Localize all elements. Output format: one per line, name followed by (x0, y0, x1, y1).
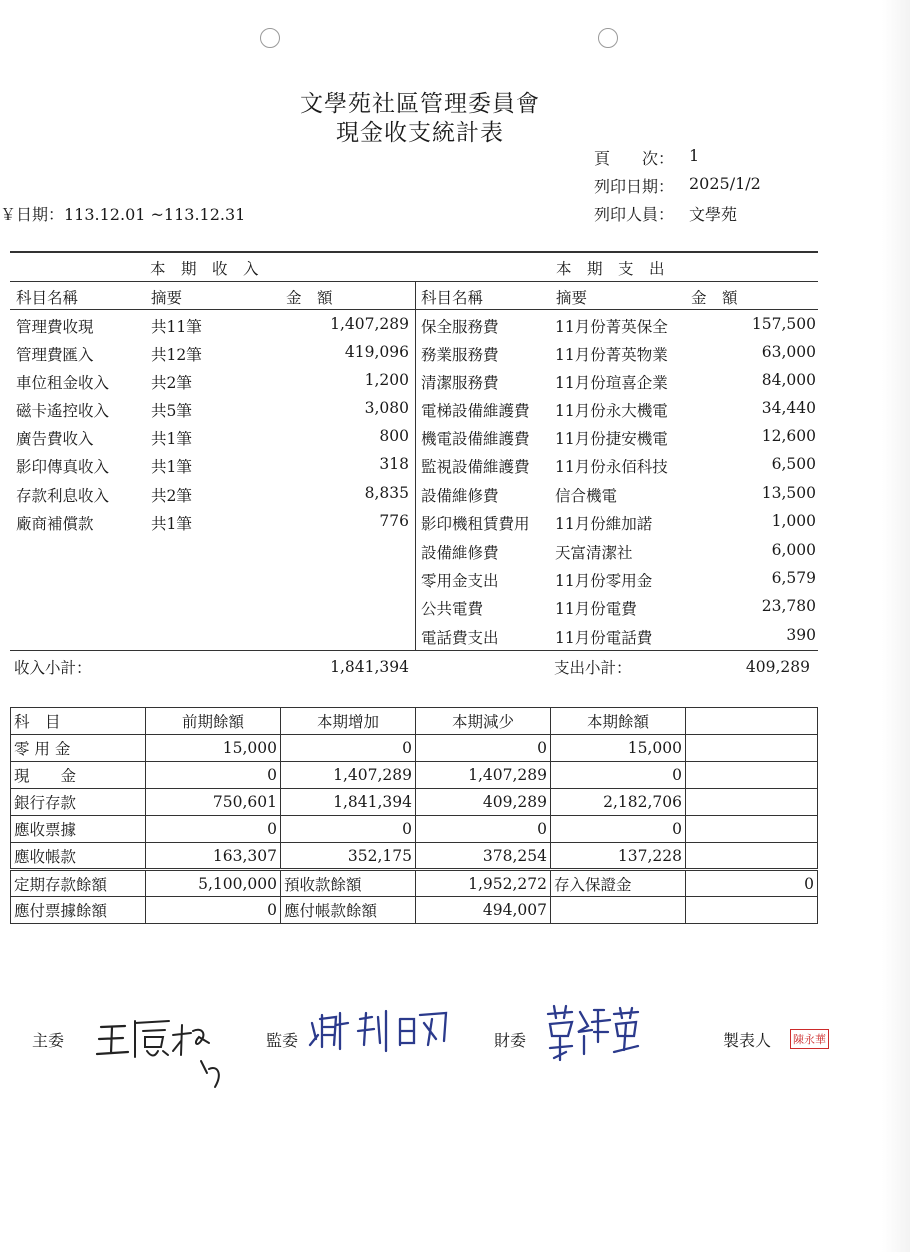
income-summary: 共2筆 (151, 374, 192, 392)
balance-increase: 0 (281, 735, 416, 762)
page-number-value: 1 (689, 146, 700, 165)
income-amount: 419,096 (344, 343, 409, 361)
expense-account: 務業服務費 (421, 346, 499, 364)
expense-amount: 23,780 (761, 597, 816, 615)
income-account: 廣告費收入 (16, 430, 94, 448)
balance-extra-row (11, 897, 818, 924)
income-expense-divider (415, 282, 416, 651)
balance-prev: 0 (146, 762, 281, 789)
expense-subtotal-label: 支出小計： (554, 659, 632, 677)
treasurer-signature (544, 1002, 644, 1066)
security-deposit-value: 0 (686, 870, 818, 897)
expense-subtotal-value: 409,289 (745, 658, 810, 676)
balance-decrease: 0 (416, 735, 551, 762)
balance-row (11, 762, 818, 789)
print-date-value: 2025/1/2 (689, 174, 761, 193)
balance-blank (686, 789, 818, 816)
expense-summary: 11月份永大機電 (555, 402, 668, 420)
balance-col-increase: 本期增加 (281, 708, 416, 735)
balance-prev: 15,000 (146, 735, 281, 762)
preparer-seal-stamp: 陳永華 (790, 1029, 829, 1049)
supervisor-signature (306, 1005, 466, 1055)
balance-current: 15,000 (551, 735, 686, 762)
report-period: ￥日期：113.12.01 ~113.12.31 (0, 205, 246, 224)
income-summary: 共11筆 (151, 318, 202, 336)
security-deposit-label: 存入保證金 (551, 870, 686, 897)
expense-col-account: 科目名稱 (421, 289, 484, 307)
income-amount: 1,407,289 (330, 315, 409, 333)
balance-current: 0 (551, 762, 686, 789)
expense-summary: 11月份電費 (555, 600, 637, 618)
income-amount: 318 (379, 455, 409, 473)
expense-summary: 11月份捷安機電 (555, 430, 668, 448)
expense-account: 電梯設備維護費 (421, 402, 530, 420)
income-account: 存款利息收入 (16, 487, 110, 505)
expense-summary: 11月份零用金 (555, 572, 653, 590)
notes-payable-label: 應付票據餘額 (11, 897, 146, 924)
balance-blank (686, 762, 818, 789)
expense-account: 影印機租賃費用 (421, 515, 530, 533)
accounts-payable-value: 494,007 (416, 897, 551, 924)
balance-current: 137,228 (551, 843, 686, 870)
balance-row (11, 789, 818, 816)
extra-blank-label (551, 897, 686, 924)
expense-amount: 1,000 (771, 512, 816, 530)
expense-account: 公共電費 (421, 600, 484, 618)
supervisor-label: 監委 (266, 1031, 299, 1050)
balance-row (11, 843, 818, 870)
balance-col-prev: 前期餘額 (146, 708, 281, 735)
expense-amount: 157,500 (751, 315, 816, 333)
preparer-label: 製表人 (723, 1031, 772, 1050)
balance-prev: 750,601 (146, 789, 281, 816)
balance-extra-row (11, 870, 818, 897)
balance-item: 應收票據 (11, 816, 146, 843)
expense-account: 設備維修費 (421, 544, 499, 562)
print-date-label: 列印日期： (594, 177, 675, 196)
expense-account: 設備維修費 (421, 487, 499, 505)
expense-account: 監視設備維護費 (421, 458, 530, 476)
income-account: 管理費匯入 (16, 346, 94, 364)
balance-item: 銀行存款 (11, 789, 146, 816)
balance-increase: 1,407,289 (281, 762, 416, 789)
expense-col-amount: 金 額 (691, 289, 738, 307)
income-summary: 共1筆 (151, 458, 192, 476)
balance-decrease: 1,407,289 (416, 762, 551, 789)
balance-blank (686, 735, 818, 762)
balance-header-row (11, 708, 818, 735)
balance-decrease: 378,254 (416, 843, 551, 870)
punch-hole-right (598, 28, 618, 48)
income-subtotal-value: 1,841,394 (330, 658, 409, 676)
report-title: 現金收支統計表 (336, 120, 504, 146)
income-summary: 共5筆 (151, 402, 192, 420)
income-amount: 800 (379, 427, 409, 445)
expense-amount: 84,000 (761, 371, 816, 389)
advance-receipt-label: 預收款餘額 (281, 870, 416, 897)
income-amount: 1,200 (364, 371, 409, 389)
income-summary: 共1筆 (151, 515, 192, 533)
balance-prev: 163,307 (146, 843, 281, 870)
balance-col-decrease: 本期減少 (416, 708, 551, 735)
expense-summary: 11月份電話費 (555, 629, 653, 647)
balance-current: 2,182,706 (551, 789, 686, 816)
column-header-rule (10, 309, 818, 310)
expense-amount: 6,500 (771, 455, 816, 473)
expense-amount: 34,440 (761, 399, 816, 417)
balance-row (11, 735, 818, 762)
expense-amount: 12,600 (761, 427, 816, 445)
printer-value: 文學苑 (689, 205, 738, 224)
expense-account: 電話費支出 (421, 629, 499, 647)
income-account: 影印傳真收入 (16, 458, 110, 476)
expense-account: 保全服務費 (421, 318, 499, 336)
expense-account: 機電設備維護費 (421, 430, 530, 448)
expense-account: 零用金支出 (421, 572, 499, 590)
income-account: 管理費收現 (16, 318, 94, 336)
balance-decrease: 0 (416, 816, 551, 843)
table-top-rule (10, 251, 818, 253)
balance-current: 0 (551, 816, 686, 843)
expense-account: 清潔服務費 (421, 374, 499, 392)
income-summary: 共1筆 (151, 430, 192, 448)
expense-summary: 信合機電 (555, 487, 618, 505)
balance-prev: 0 (146, 816, 281, 843)
income-account: 廠商補償款 (16, 515, 94, 533)
treasurer-label: 財委 (494, 1031, 527, 1050)
income-col-summary: 摘要 (151, 289, 183, 307)
expense-summary: 11月份永佰科技 (555, 458, 668, 476)
expense-summary: 天富清潔社 (555, 544, 633, 562)
balance-increase: 352,175 (281, 843, 416, 870)
page-number-label: 頁 次： (594, 149, 675, 168)
balance-row (11, 816, 818, 843)
income-summary: 共2筆 (151, 487, 192, 505)
income-amount: 776 (379, 512, 409, 530)
balance-increase: 1,841,394 (281, 789, 416, 816)
expense-summary: 11月份菁英保全 (555, 318, 668, 336)
balance-blank (686, 816, 818, 843)
section-header-rule (10, 281, 818, 282)
balance-col-blank (686, 708, 818, 735)
income-account: 車位租金收入 (16, 374, 110, 392)
fixed-deposit-label: 定期存款餘額 (11, 870, 146, 897)
expense-amount: 6,000 (771, 541, 816, 559)
chair-label: 主委 (32, 1031, 65, 1050)
punch-hole-left (260, 28, 280, 48)
chair-signature (95, 1013, 240, 1093)
advance-receipt-value: 1,952,272 (416, 870, 551, 897)
income-amount: 3,080 (364, 399, 409, 417)
income-account: 磁卡遙控收入 (16, 402, 110, 420)
page-edge-shadow (882, 0, 910, 1252)
fixed-deposit-value: 5,100,000 (146, 870, 281, 897)
income-section-title: 本 期 收 入 (150, 260, 259, 278)
expense-summary: 11月份維加諾 (555, 515, 653, 533)
balance-item: 零 用 金 (11, 735, 146, 762)
income-subtotal-label: 收入小計： (14, 659, 92, 677)
balance-item: 應收帳款 (11, 843, 146, 870)
income-col-account: 科目名稱 (16, 289, 79, 307)
expense-amount: 6,579 (771, 569, 816, 587)
expense-amount: 63,000 (761, 343, 816, 361)
extra-blank-value (686, 897, 818, 924)
balance-increase: 0 (281, 816, 416, 843)
printer-label: 列印人員： (594, 205, 675, 224)
balance-table (10, 707, 818, 924)
income-summary: 共12筆 (151, 346, 202, 364)
balance-col-item: 科 目 (11, 708, 146, 735)
accounts-payable-label: 應付帳款餘額 (281, 897, 416, 924)
expense-section-title: 本 期 支 出 (556, 260, 665, 278)
balance-decrease: 409,289 (416, 789, 551, 816)
expense-amount: 390 (786, 626, 816, 644)
notes-payable-value: 0 (146, 897, 281, 924)
expense-summary: 11月份菁英物業 (555, 346, 668, 364)
expense-col-summary: 摘要 (556, 289, 588, 307)
org-title: 文學苑社區管理委員會 (300, 91, 540, 117)
income-col-amount: 金 額 (286, 289, 333, 307)
expense-summary: 11月份瑄喜企業 (555, 374, 668, 392)
balance-col-current: 本期餘額 (551, 708, 686, 735)
income-amount: 8,835 (364, 484, 409, 502)
balance-blank (686, 843, 818, 870)
expense-amount: 13,500 (761, 484, 816, 502)
table-bottom-rule (10, 650, 818, 651)
balance-item: 現 金 (11, 762, 146, 789)
